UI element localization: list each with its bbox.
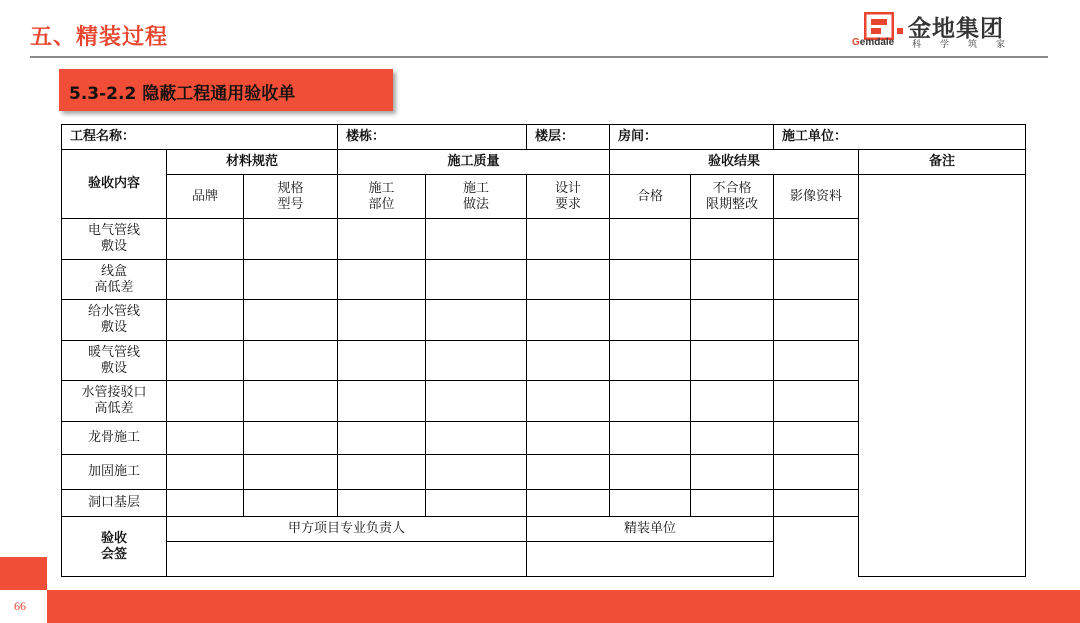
input-cell[interactable] <box>244 455 338 490</box>
input-cell[interactable] <box>691 422 774 455</box>
inspection-form <box>61 124 1026 577</box>
input-cell[interactable] <box>167 260 244 300</box>
input-cell[interactable] <box>244 341 338 381</box>
decoration-unit-label: 精装单位 <box>527 517 774 542</box>
floor-field[interactable]: 楼层： <box>527 125 610 150</box>
input-cell[interactable] <box>691 341 774 381</box>
input-cell[interactable] <box>426 490 527 517</box>
input-cell[interactable] <box>338 219 426 260</box>
input-cell[interactable] <box>338 260 426 300</box>
signoff-label: 验收 会签 <box>62 517 167 577</box>
owner-rep-label: 甲方项目专业负责人 <box>167 517 527 542</box>
logo-en-rest: emdale <box>859 37 895 48</box>
input-cell[interactable] <box>527 490 610 517</box>
input-cell[interactable] <box>426 219 527 260</box>
company-logo <box>852 8 1050 52</box>
input-cell[interactable] <box>774 300 859 341</box>
photo-records-header: 影像资料 <box>774 175 859 219</box>
input-cell[interactable] <box>244 300 338 341</box>
side-accent-block <box>0 557 47 590</box>
item-label: 水管接驳口 高低差 <box>62 381 167 422</box>
construction-method-header: 施工 做法 <box>426 175 527 219</box>
input-cell[interactable] <box>527 260 610 300</box>
input-cell[interactable] <box>774 490 859 517</box>
input-cell[interactable] <box>167 422 244 455</box>
input-cell[interactable] <box>691 455 774 490</box>
input-cell[interactable] <box>338 455 426 490</box>
owner-rep-signature-field[interactable] <box>167 542 527 577</box>
logo-mark-icon <box>864 12 894 40</box>
input-cell[interactable] <box>691 219 774 260</box>
remarks-cell[interactable] <box>859 175 1026 577</box>
input-cell[interactable] <box>167 219 244 260</box>
input-cell[interactable] <box>338 341 426 381</box>
item-label: 加固施工 <box>62 455 167 490</box>
input-cell[interactable] <box>338 422 426 455</box>
logo-name-en <box>852 37 894 48</box>
qualified-header: 合格 <box>610 175 691 219</box>
input-cell[interactable] <box>610 455 691 490</box>
header-divider <box>30 56 1048 58</box>
decoration-unit-signature-field[interactable] <box>527 542 774 577</box>
input-cell[interactable] <box>426 455 527 490</box>
input-cell[interactable] <box>691 381 774 422</box>
input-cell[interactable] <box>610 381 691 422</box>
inspection-result-header: 验收结果 <box>610 150 859 175</box>
input-cell[interactable] <box>338 300 426 341</box>
input-cell[interactable] <box>691 490 774 517</box>
input-cell[interactable] <box>527 422 610 455</box>
input-cell[interactable] <box>338 381 426 422</box>
input-cell[interactable] <box>244 422 338 455</box>
input-cell[interactable] <box>610 260 691 300</box>
input-cell[interactable] <box>774 341 859 381</box>
project-name-field[interactable]: 工程名称： <box>62 125 338 150</box>
input-cell[interactable] <box>338 490 426 517</box>
input-cell[interactable] <box>244 260 338 300</box>
item-label: 龙骨施工 <box>62 422 167 455</box>
input-cell[interactable] <box>167 341 244 381</box>
logo-name-cn: 金地集团 <box>908 16 1004 42</box>
input-cell[interactable] <box>774 219 859 260</box>
input-cell[interactable] <box>244 219 338 260</box>
logo-dot <box>897 28 903 34</box>
input-cell[interactable] <box>610 219 691 260</box>
input-cell[interactable] <box>527 381 610 422</box>
construction-location-header: 施工 部位 <box>338 175 426 219</box>
logo-en-prefix: G <box>852 37 860 48</box>
input-cell[interactable] <box>610 341 691 381</box>
input-cell[interactable] <box>774 455 859 490</box>
input-cell[interactable] <box>774 260 859 300</box>
input-cell[interactable] <box>244 381 338 422</box>
logo-tagline: 科学筑家 <box>912 40 1025 50</box>
input-cell[interactable] <box>610 300 691 341</box>
section-title: 五、精装过程 <box>30 25 169 50</box>
input-cell[interactable] <box>610 422 691 455</box>
input-cell[interactable] <box>426 341 527 381</box>
construction-quality-header: 施工质量 <box>338 150 610 175</box>
spec-model-header: 规格 型号 <box>244 175 338 219</box>
page-number: 66 <box>14 599 26 613</box>
remarks-header: 备注 <box>859 150 1026 175</box>
input-cell[interactable] <box>244 490 338 517</box>
material-spec-header: 材料规范 <box>167 150 338 175</box>
item-label: 暖气管线 敷设 <box>62 341 167 381</box>
input-cell[interactable] <box>774 422 859 455</box>
input-cell[interactable] <box>527 341 610 381</box>
inspection-content-header: 验收内容 <box>62 150 167 219</box>
subtitle-text: 5.3-2.2 隐蔽工程通用验收单 <box>69 84 296 104</box>
input-cell[interactable] <box>167 300 244 341</box>
input-cell[interactable] <box>527 300 610 341</box>
item-label: 线盒 高低差 <box>62 260 167 300</box>
building-field[interactable]: 楼栋： <box>338 125 527 150</box>
input-cell[interactable] <box>426 300 527 341</box>
input-cell[interactable] <box>426 260 527 300</box>
input-cell[interactable] <box>167 455 244 490</box>
input-cell[interactable] <box>691 300 774 341</box>
brand-header: 品牌 <box>167 175 244 219</box>
subtitle-banner <box>59 69 393 111</box>
design-requirement-header: 设计 要求 <box>527 175 610 219</box>
input-cell[interactable] <box>527 455 610 490</box>
input-cell[interactable] <box>167 381 244 422</box>
item-label: 电气管线 敷设 <box>62 219 167 260</box>
input-cell[interactable] <box>774 381 859 422</box>
unqualified-header: 不合格 限期整改 <box>691 175 774 219</box>
input-cell[interactable] <box>527 219 610 260</box>
contractor-field[interactable]: 施工单位： <box>774 125 1026 150</box>
item-label: 给水管线 敷设 <box>62 300 167 341</box>
room-field[interactable]: 房间： <box>610 125 774 150</box>
footer-bar <box>47 590 1080 623</box>
input-cell[interactable] <box>426 381 527 422</box>
item-label: 洞口基层 <box>62 490 167 517</box>
input-cell[interactable] <box>426 422 527 455</box>
input-cell[interactable] <box>610 490 691 517</box>
input-cell[interactable] <box>167 490 244 517</box>
input-cell[interactable] <box>691 260 774 300</box>
